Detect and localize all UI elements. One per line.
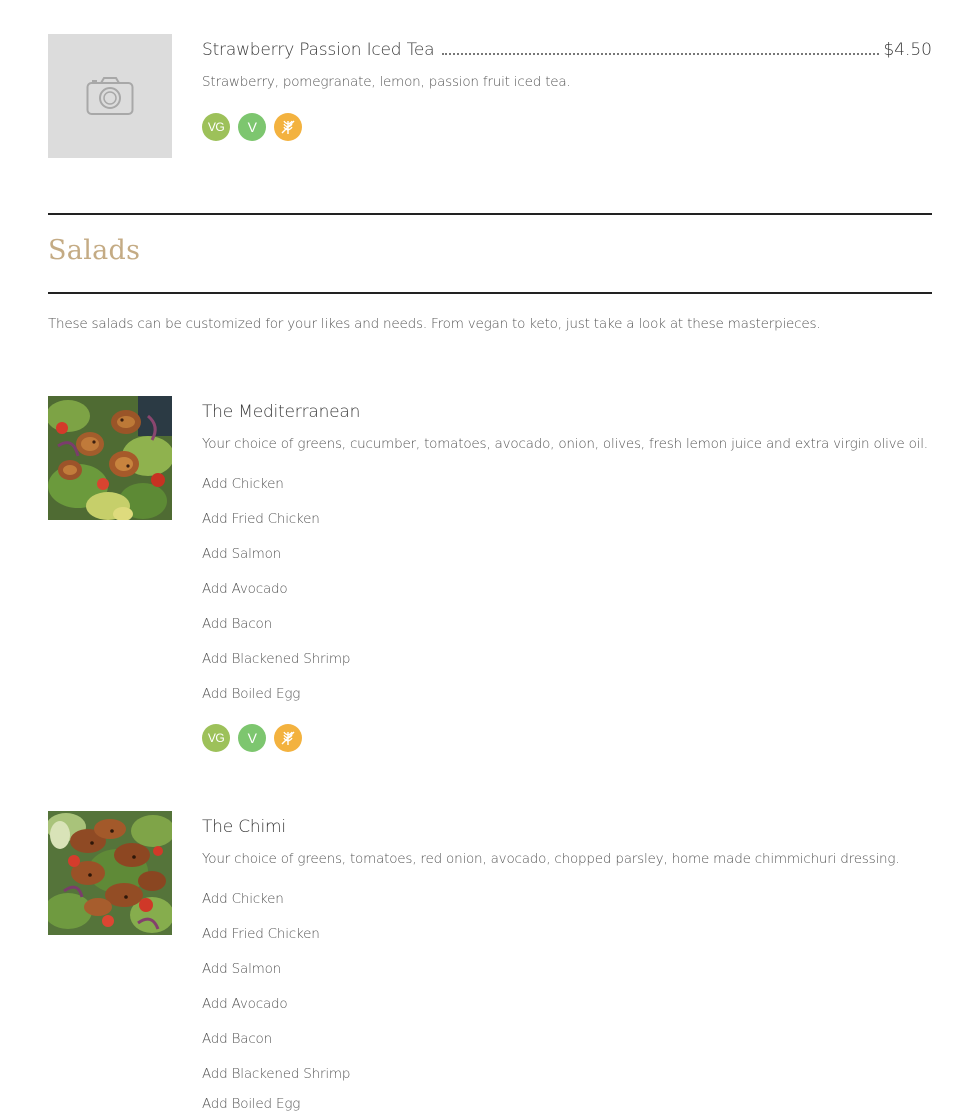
addon-option[interactable]: Add Blackened Shrimp bbox=[202, 1066, 351, 1082]
item-name: Strawberry Passion Iced Tea bbox=[202, 40, 435, 60]
section-top-rule bbox=[48, 213, 932, 215]
addon-option[interactable]: Add Chicken bbox=[202, 476, 284, 492]
item-title-row bbox=[202, 811, 932, 837]
salad-photo bbox=[48, 396, 172, 520]
dot-leader bbox=[442, 53, 879, 55]
section-title: Salads bbox=[48, 235, 141, 266]
salad-photo bbox=[48, 811, 172, 935]
item-description: Strawberry, pomegranate, lemon, passion fruit iced tea. bbox=[202, 74, 571, 90]
mediterranean-salad-image bbox=[48, 396, 172, 520]
item-name: The Mediterranean bbox=[202, 402, 361, 422]
addon-option[interactable]: Add Bacon bbox=[202, 1031, 272, 1047]
addon-option[interactable]: Add Fried Chicken bbox=[202, 511, 320, 527]
item-price: $4.50 bbox=[883, 40, 932, 60]
item-name: The Chimi bbox=[202, 817, 286, 837]
vegetarian-badge: V bbox=[238, 724, 266, 752]
image-placeholder bbox=[48, 34, 172, 158]
item-title-row bbox=[202, 396, 932, 422]
dietary-badges bbox=[202, 113, 302, 141]
vegetarian-badge: V bbox=[238, 113, 266, 141]
gluten-free-icon bbox=[274, 724, 302, 752]
addon-option[interactable]: Add Salmon bbox=[202, 546, 281, 562]
addon-option[interactable]: Add Boiled Egg bbox=[202, 1096, 301, 1112]
section-bottom-rule bbox=[48, 292, 932, 294]
addon-option[interactable]: Add Blackened Shrimp bbox=[202, 651, 351, 667]
vegan-badge: VG bbox=[202, 113, 230, 141]
addon-option[interactable]: Add Avocado bbox=[202, 581, 288, 597]
camera-icon bbox=[86, 76, 134, 116]
addon-option[interactable]: Add Fried Chicken bbox=[202, 926, 320, 942]
item-title-row bbox=[202, 34, 932, 60]
vegan-badge: VG bbox=[202, 724, 230, 752]
addon-option[interactable]: Add Avocado bbox=[202, 996, 288, 1012]
item-description: Your choice of greens, tomatoes, red onion, avocado, chopped parsley, home made chimmichuri dressing. bbox=[202, 851, 900, 867]
addon-option[interactable]: Add Boiled Egg bbox=[202, 686, 301, 702]
addon-option[interactable]: Add Bacon bbox=[202, 616, 272, 632]
addon-option[interactable]: Add Chicken bbox=[202, 891, 284, 907]
gluten-free-icon bbox=[274, 113, 302, 141]
dietary-badges bbox=[202, 724, 302, 752]
item-description: Your choice of greens, cucumber, tomatoes, avocado, onion, olives, fresh lemon juice and extra virgin olive oil. bbox=[202, 436, 928, 452]
section-description: These salads can be customized for your likes and needs. From vegan to keto, just take a look at these masterpieces. bbox=[48, 316, 821, 332]
chimi-salad-image bbox=[48, 811, 172, 935]
addon-option[interactable]: Add Salmon bbox=[202, 961, 281, 977]
